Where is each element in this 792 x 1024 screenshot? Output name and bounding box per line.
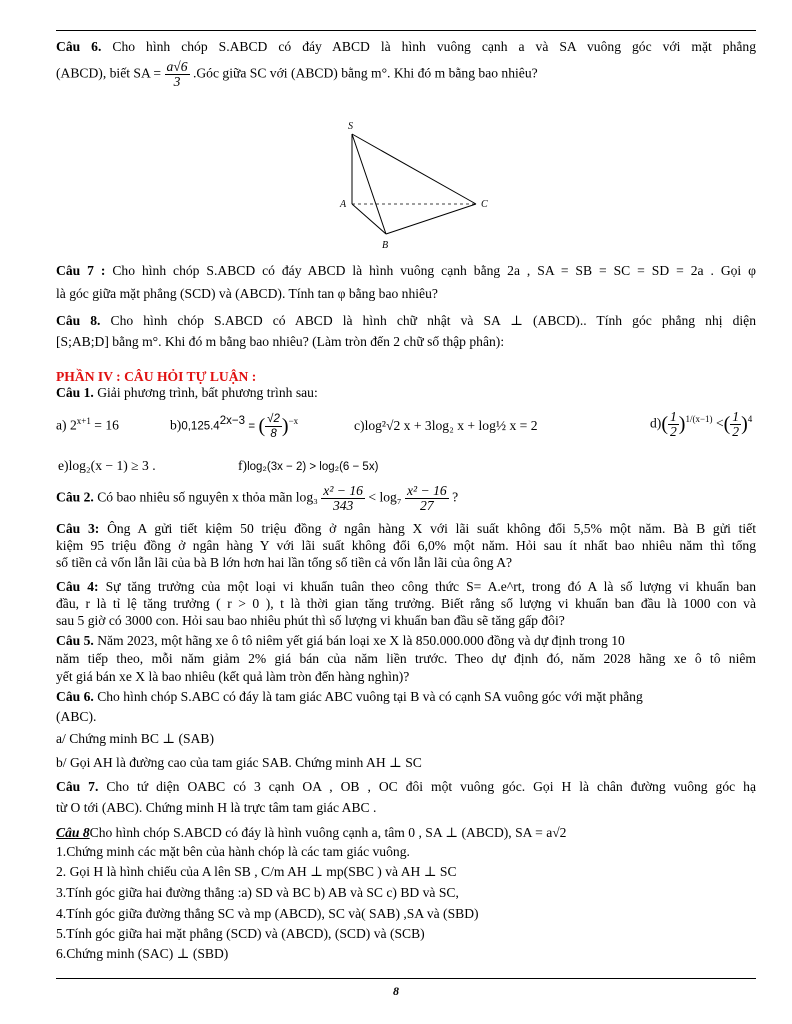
e1-b-outexp: −x	[288, 416, 299, 427]
e3-line1	[56, 520, 756, 537]
q6-text2b: .Góc giữa SC với (ABCD) bằng m°. Khi đó m bằng bao nhiêu?	[192, 65, 538, 81]
e1-a-base: 2	[69, 417, 77, 433]
e8-item1: 1.Chứng minh các mặt bên của hành chóp là các tam giác vuông.	[56, 844, 410, 859]
e8-label: Câu 8	[56, 825, 90, 840]
e1-line	[56, 384, 756, 401]
q8-text1: Cho hình chóp S.ABCD có ABCD là hình chữ nhật và SA ⊥ (ABCD).. Tính góc phẳng nhị diện	[110, 313, 756, 328]
e1-f-label: f)	[238, 458, 248, 473]
e2-frac2	[405, 484, 449, 513]
e1-b-rparen: )	[281, 415, 289, 437]
label-s: S	[348, 121, 353, 132]
q6-line1	[56, 38, 756, 55]
e1-d-label: d)	[650, 415, 662, 431]
e4-text1: Sự tăng trưởng của một loại vi khuẩn tuân theo công thức S= A.e^rt, trong đó A là số lượng vi khuẩn ban	[105, 579, 756, 594]
e1-a-exp: x+1	[76, 416, 91, 426]
e1-d-num2: 1	[732, 409, 740, 424]
e1-d-den2: 2	[732, 424, 740, 439]
q6-text2a: (ABCD), biết SA =	[56, 65, 162, 81]
e1-b-label: b)	[170, 417, 182, 433]
e8-text1: Cho hình chóp S.ABCD có đáy là hình vuông cạnh a, tâm 0 , SA ⊥ (ABCD), SA = a√2	[89, 825, 567, 840]
e1-a-eq: = 16	[94, 417, 119, 433]
pyramid-figure	[326, 118, 506, 258]
e1-b-eqsign: =	[248, 420, 256, 433]
q7-text1: Cho hình chóp S.ABCD có đáy ABCD là hình vuông cạnh bằng 2a , SA = SB = SC = SD = 2a . Gọi φ	[112, 263, 756, 278]
e1-part-c	[354, 418, 538, 434]
e2-num2: x² − 16	[406, 483, 447, 498]
e2-label: Câu 2.	[56, 489, 94, 505]
e5-line3: yết giá bán xe X là bao nhiêu (kết quả làm tròn đến hàng nghìn)?	[56, 669, 410, 684]
e1-e-eq: log₂(x − 1) ≥ 3 .	[68, 458, 156, 473]
e1-d-lparen1: (	[661, 413, 668, 435]
e3-label: Câu 3:	[56, 521, 100, 536]
e1-f-eq: log₂(3x − 2) > log₂(6 − 5x)	[247, 461, 379, 473]
e2-end: ?	[452, 489, 459, 505]
e1-d-rparen1: )	[678, 413, 686, 435]
e5-line1	[56, 632, 756, 649]
e2-line	[56, 484, 458, 513]
footer-rule	[56, 978, 756, 979]
e7-line1	[56, 778, 756, 795]
q7-line2: là góc giữa mặt phẳng (SCD) và (ABCD). Tính tan φ bằng bao nhiêu?	[56, 286, 438, 301]
e1-part-b	[170, 412, 298, 441]
e1-b-den: 8	[270, 428, 277, 440]
q7-label: Câu 7 :	[56, 263, 106, 278]
e4-label: Câu 4:	[56, 579, 99, 594]
e1-d-den1: 2	[670, 424, 677, 439]
e4-line2: đầu, r là tỉ lệ tăng trưởng ( r > 0 ), t là thời gian tăng trưởng. Biết rằng số lượng vi khuẩn ban đầu là 1000 con và	[56, 596, 756, 611]
q7-line1	[56, 262, 756, 279]
e1-b-frac	[265, 412, 282, 441]
e2-den2: 27	[420, 498, 434, 513]
q6-frac-num: a√6	[166, 59, 188, 74]
e1-d-lparen2: (	[723, 413, 731, 435]
e5-label: Câu 5.	[56, 633, 94, 648]
e1-b-lparen: (	[258, 415, 266, 437]
e6-line2: (ABC).	[56, 709, 97, 724]
page-number: 8	[393, 984, 399, 998]
e1-part-a	[56, 416, 119, 434]
e6-part-b: b/ Gọi AH là đường cao của tam giác SAB. Chứng minh AH ⊥ SC	[56, 755, 422, 770]
e1-a-label: a)	[56, 417, 67, 433]
e1-b-num: √2	[267, 413, 280, 425]
e1-e-label: e)	[58, 458, 69, 473]
e1-c-label: c)	[354, 418, 365, 433]
e3-text1: Ông A gửi tiết kiệm 50 triệu đồng ở ngân hàng X với lãi suất không đổi 5,5% một năm. Bà B gửi tiết	[107, 521, 756, 536]
e1-label: Câu 1.	[56, 385, 94, 400]
edge-sc	[352, 134, 476, 204]
q8-line1	[56, 312, 756, 329]
e1-d-exp2: 4	[747, 414, 753, 425]
e7-label: Câu 7.	[56, 779, 99, 794]
q8-label: Câu 8.	[56, 313, 101, 328]
e1-d-num1: 1	[670, 409, 677, 424]
e1-part-e	[58, 458, 156, 474]
e6-label: Câu 6.	[56, 689, 94, 704]
e2-num1: x² − 16	[323, 483, 363, 498]
e8-item5: 5.Tính góc giữa hai mặt phẳng (SCD) và (ABCD), (SCD) và (SCB)	[56, 926, 425, 941]
e7-text1: Cho tứ diện OABC có 3 cạnh OA , OB , OC đôi một vuông góc. Gọi H là chân đường vuông góc hạ	[106, 779, 756, 794]
e8-line1	[56, 824, 756, 841]
e1-d-sign: <	[715, 415, 724, 431]
e1-d-frac1	[668, 410, 679, 439]
e7-line2: từ O tới (ABC). Chứng minh H là trực tâm tam giác ABC .	[56, 800, 377, 815]
label-b: B	[382, 240, 389, 251]
q8-line2: [S;AB;D] bằng m°. Khi đó m bằng bao nhiêu? (Làm tròn đến 2 chữ số thập phân):	[56, 334, 505, 349]
e2-mid: < log₇	[368, 489, 402, 505]
e3-line3: số tiền cả vốn lẫn lãi của bà B lớn hơn hai lần tổng số tiền cả vốn lẫn lãi của ông A?	[56, 555, 513, 570]
e1-c-eq: log²√2 x + 3log₂ x + log½ x = 2	[364, 418, 538, 433]
e8-item4: 4.Tính góc giữa đường thẳng SC và mp (ABCD), SC và( SAB) ,SA và (SBD)	[56, 906, 479, 921]
e1-b-exp: 2x−3	[219, 415, 245, 428]
e1-d-exp: 1/(x−1)	[685, 414, 713, 425]
q6-line2	[56, 60, 756, 89]
q6-text1: Cho hình chóp S.ABCD có đáy ABCD là hình vuông cạnh a và SA vuông góc với mặt phẳng	[112, 39, 756, 54]
part4-title: PHẦN IV : CÂU HỎI TỰ LUẬN :	[56, 369, 257, 384]
label-a: A	[340, 199, 347, 210]
e2-text1: Có bao nhiêu số nguyên x thỏa mãn log₃	[97, 489, 318, 505]
e8-item2: 2. Gọi H là hình chiếu của A lên SB , C/m AH ⊥ mp(SBC ) và AH ⊥ SC	[56, 864, 457, 879]
q6-fraction	[165, 60, 190, 89]
label-c: C	[481, 199, 488, 210]
e1-b-left: 0,125.4	[181, 420, 220, 433]
e1-d-frac2	[730, 410, 741, 439]
e6-text1: Cho hình chóp S.ABC có đáy là tam giác ABC vuông tại B và có cạnh SA vuông góc với mặt phẳng	[97, 689, 643, 704]
e6-line1	[56, 688, 756, 705]
e1-part-d	[650, 410, 752, 439]
e4-line1	[56, 578, 756, 595]
e5-line2: năm tiếp theo, mỗi năm giảm 2% giá bán của năm liền trước. Theo dự định đó, năm 2028 hãng xe ô tô niêm	[56, 651, 756, 666]
q6-label: Câu 6.	[56, 39, 102, 54]
e1-text: Giải phương trình, bất phương trình sau:	[97, 385, 318, 400]
e8-item3: 3.Tính góc giữa hai đường thẳng :a) SD và BC b) AB và SC c) BD và SC,	[56, 885, 459, 900]
e1-d-rparen2: )	[741, 413, 748, 435]
e6-part-a: a/ Chứng minh BC ⊥ (SAB)	[56, 731, 214, 746]
e5-text1: Năm 2023, một hãng xe ô tô niêm yết giá bán loại xe X là 850.000.000 đồng và dự định trong 10	[97, 633, 625, 648]
q6-frac-den: 3	[173, 74, 181, 89]
e2-frac1	[321, 484, 365, 513]
e2-den1: 343	[332, 498, 354, 513]
e1-part-f	[238, 458, 378, 474]
e4-line3: sau 5 giờ có 3000 con. Hỏi sau bao nhiêu phút thì số lượng vi khuẩn ban đầu sẽ tăng gấp đôi?	[56, 613, 565, 628]
header-rule	[56, 30, 756, 31]
e8-item6: 6.Chứng minh (SAC) ⊥ (SBD)	[56, 946, 229, 961]
e3-line2: kiệm 95 triệu đồng ở ngân hàng Y với lãi suất không đổi 6,0% một năm. Hỏi sau ít nhất bao nhiêu năm thì tổng	[56, 538, 756, 553]
edge-bc	[386, 204, 476, 234]
